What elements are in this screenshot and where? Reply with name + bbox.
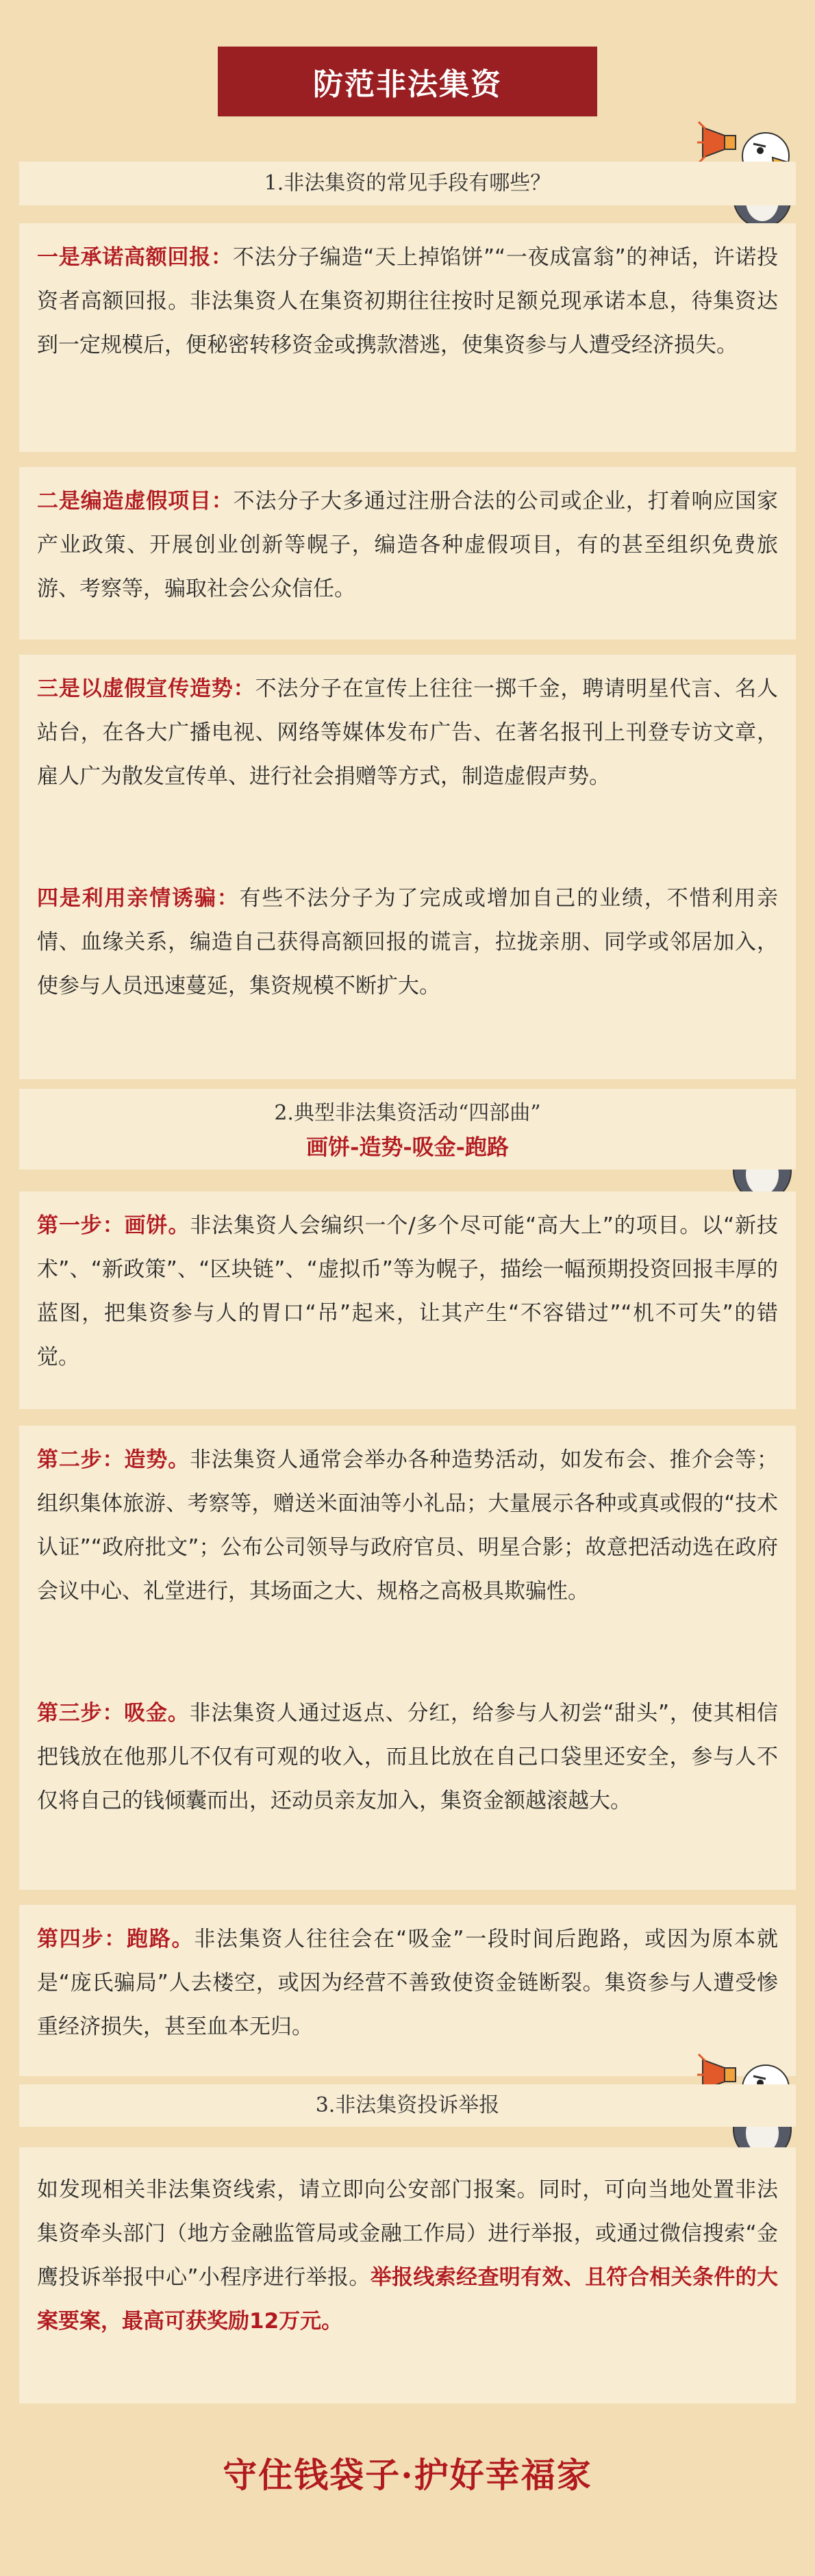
item-text: 不法分子编造“天上掉馅饼”“一夜成富翁”的神话，许诺投资者高额回报。非法集资人在集资初期往往按时足额兑现承诺本息，待集资达到一定规模后，便秘密转移资金或携款潜逃，使集资参与人遭受经济损失。 [37,245,778,357]
report-text: 如发现相关非法集资线索，请立即向公安部门报案。同时，可向当地处置非法集资牵头部门（地方金融监管局或金融工作局）进行举报，或通过微信搜索“金鹰投诉举报中心”小程序进行举报。 [37,2177,778,2290]
section2-heading [19,1089,796,1170]
section1-item [19,223,796,452]
section2-item [19,1426,796,1680]
section2-item [19,1905,796,2076]
section2-item [19,1191,796,1409]
item-lead: 一是承诺高额回报： [37,245,233,270]
item-lead: 第一步：画饼。 [37,1213,190,1238]
item-lead: 第三步：吸金。 [37,1701,190,1726]
section3-heading [19,2084,796,2127]
item-lead: 第二步：造势。 [37,1448,190,1472]
item-text: 非法集资人会编织一个/多个尽可能“高大上”的项目。以“新技术”、“新政策”、“区块链”、“虚拟币”等为幌子，描绘一幅预期投资回报丰厚的蓝图，把集资参与人的胃口“吊”起来，让其产生“不容错过”“机不可失”的错觉。 [37,1213,779,1369]
section2-heading-text: 2.典型非法集资活动“四部曲” [274,1101,541,1125]
section3-heading-text: 3.非法集资投诉举报 [315,2093,500,2117]
item-text: 不法分子在宣传上往往一掷千金，聘请明星代言、名人站台，在各大广播电视、网络等媒体发布广告、在著名报刊上刊登专访文章，雇人广为散发宣传单、进行社会捐赠等方式，制造虚假声势。 [37,677,778,789]
section2-subheading: 画饼-造势-吸金-跑路 [306,1134,509,1160]
page-title: 防范非法集资 [218,47,597,116]
item-lead: 四是利用亲情诱骗： [37,886,240,911]
section1-item [19,864,796,1079]
item-text: 不法分子大多通过注册合法的公司或企业，打着响应国家产业政策、开展创业创新等幌子，编造各种虚假项目，有的甚至组织免费旅游、考察等，骗取社会公众信任。 [37,489,779,601]
item-lead: 二是编造虚假项目： [37,489,234,514]
item-text: 非法集资人往往会在“吸金”一段时间后跑路，或因为原本就是“庞氏骗局”人去楼空，或因为经营不善致使资金链断裂。集资参与人遭受惨重经济损失，甚至血本无归。 [37,1927,778,2039]
section1-item [19,467,796,640]
section1-heading [19,162,796,205]
section3-body [19,2147,796,2403]
item-lead: 第四步：跑路。 [37,1927,195,1952]
section1-heading-text: 1.非法集资的常见手段有哪些？ [264,171,551,195]
item-text: 有些不法分子为了完成或增加自己的业绩，不惜利用亲情、血缘关系，编造自己获得高额回报的谎言，拉拢亲朋、同学或邻居加入，使参与人员迅速蔓延，集资规模不断扩大。 [37,886,778,998]
item-text: 非法集资人通常会举办各种造势活动，如发布会、推介会等；组织集体旅游、考察等，赠送米面油等小礼品；大量展示各种或真或假的“技术认证”“政府批文”；公布公司领导与政府官员、明星合影；故意把活动选在政府会议中心、礼堂进行，其场面之大、规格之高极具欺骗性。 [37,1448,779,1604]
item-text: 非法集资人通过返点、分红，给参与人初尝“甜头”，使其相信把钱放在他那儿不仅有可观的收入，而且比放在自己口袋里还安全，参与人不仅将自己的钱倾囊而出，还动员亲友加入，集资金额越滚越大。 [37,1701,779,1813]
footer-slogan: 守住钱袋子·护好幸福家 [223,2455,592,2495]
section1-item [19,655,796,871]
item-lead: 三是以虚假宣传造势： [37,677,255,701]
section2-item [19,1679,796,1890]
reward-highlight: 举报线索经查明有效、且符合相关条件的大案要案，最高可获奖励12万元。 [37,2265,779,2334]
